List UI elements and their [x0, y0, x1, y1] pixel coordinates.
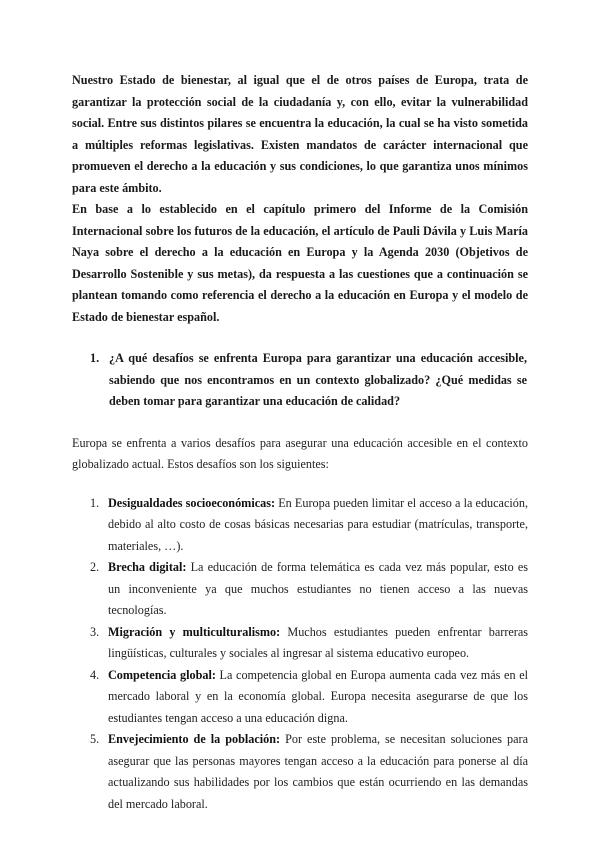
- list-item: [72, 729, 528, 815]
- list-item-body: Por este problema, se necesitan soluciones para asegurar que las personas mayores tengan acceso a la educación para ponerse al día actualizando sus habilidades por los cambios que están ocurriendo en las demandas del mercado laboral.: [108, 732, 528, 811]
- list-item: [72, 557, 528, 622]
- list-item-body: La competencia global en Europa aumenta cada vez más en el mercado laboral y en la economía global. Europa necesita asegurarse de que los estudiantes tengan acceso a una educación digna.: [108, 667, 528, 725]
- list-item: [72, 622, 528, 665]
- list-item-text: [108, 665, 528, 730]
- list-item-title: Competencia global:: [108, 667, 216, 682]
- list-item-number: 5.: [90, 732, 100, 746]
- list-item-text: [108, 557, 528, 622]
- list-item-body: En Europa pueden limitar el acceso a la educación, debido al alto costo de cosas básicas necesarias para estudiar (matrículas, transporte, materiales, …).: [108, 495, 528, 553]
- answer-intro: Europa se enfrenta a varios desafíos para asegurar una educación accesible en el contexto globalizado actual. Estos desafíos son los siguientes:: [72, 435, 528, 471]
- list-item-number: 2.: [90, 560, 100, 574]
- list-item-title: Migración y multiculturalismo:: [108, 624, 281, 639]
- list-item-number: 4.: [90, 667, 100, 682]
- question-1: [72, 348, 528, 413]
- list-item-text: [108, 729, 528, 815]
- list-item-title: Envejecimiento de la población:: [108, 732, 281, 746]
- list-item-number: 3.: [90, 624, 100, 639]
- intro-paragraph-1: Nuestro Estado de bienestar, al igual que el de otros países de Europa, trata de garantizar la protección social de la ciudadanía y, con ello, evitar la vulnerabilidad social. Entre sus distintos pilares se encuentra la educación, la cual se ha visto sometida a múltiples reformas legislativas. Existen mandatos de carácter internacional que promueven el derecho a la educación y sus condiciones, lo que garantiza unos mínimos para este ámbito.: [72, 73, 528, 195]
- list-item-number: 1.: [90, 495, 100, 510]
- list-item-body: La educación de forma telemática es cada vez más popular, esto es un inconveniente ya que muchos estudiantes no tienen acceso a las nuevas tecnologías.: [108, 560, 528, 617]
- challenges-list: [72, 493, 528, 816]
- list-item-title: Brecha digital:: [108, 560, 187, 574]
- question-number: 1.: [90, 351, 100, 365]
- list-item-text: [108, 622, 528, 665]
- question-text: ¿A qué desafíos se enfrenta Europa para garantizar una educación accesible, sabiendo que nos encontramos en un contexto globalizado? ¿Qué medidas se deben tomar para garantizar una educación de calidad?: [109, 351, 527, 408]
- list-item-body: Muchos estudiantes pueden enfrentar barreras lingüísticas, culturales y sociales al ingresar al sistema educativo europeo.: [108, 624, 528, 660]
- list-item: [72, 665, 528, 730]
- document-content: [72, 70, 528, 815]
- intro-paragraph-2: En base a lo establecido en el capítulo primero del Informe de la Comisión Internacional sobre los futuros de la educación, el artículo de Pauli Dávila y Luis María Naya sobre el derecho a la educación en Europa y la Agenda 2030 (Objetivos de Desarrollo Sostenible y sus metas), da respuesta a las cuestiones que a continuación se plantean tomando como referencia el derecho a la educación en Europa y el modelo de Estado de bienestar español.: [72, 202, 528, 324]
- list-item-title: Desigualdades socioeconómicas:: [108, 495, 276, 510]
- list-item: [72, 493, 528, 558]
- list-item-text: [108, 493, 528, 558]
